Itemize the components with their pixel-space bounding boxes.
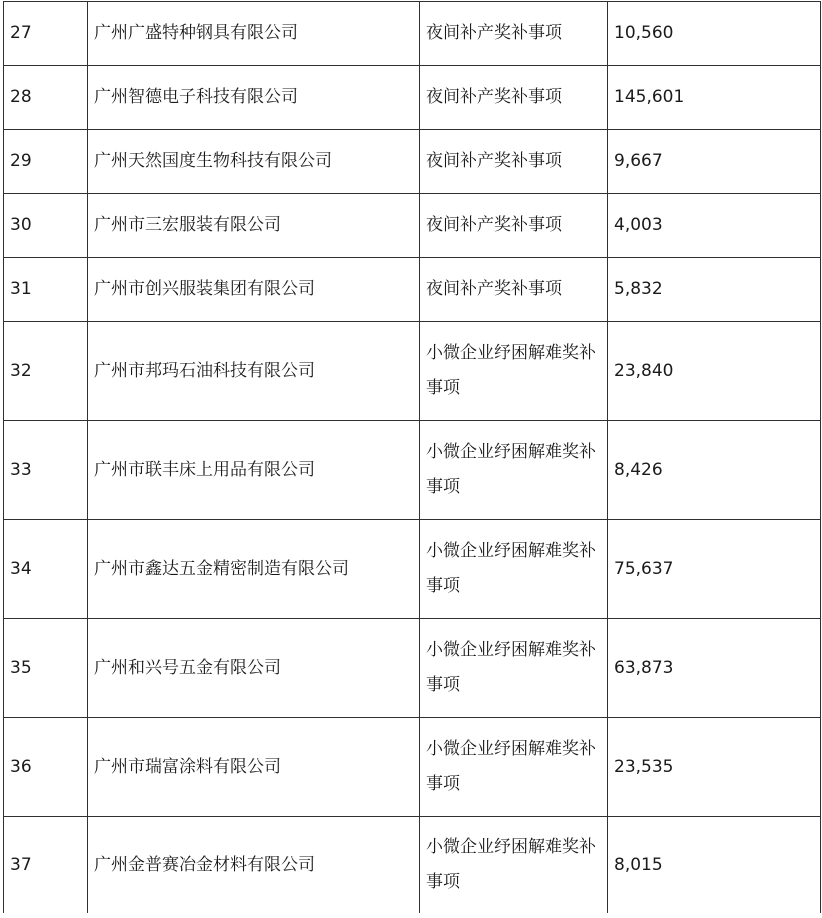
row-number: 34	[4, 520, 88, 619]
row-number: 33	[4, 421, 88, 520]
subsidy-item: 夜间补产奖补事项	[420, 258, 608, 322]
subsidy-amount: 9,667	[608, 130, 821, 194]
row-number: 35	[4, 619, 88, 718]
table-row	[4, 2, 821, 66]
subsidy-item: 小微企业纾困解难奖补事项	[420, 322, 608, 421]
row-number: 28	[4, 66, 88, 130]
row-number: 30	[4, 194, 88, 258]
subsidy-item: 夜间补产奖补事项	[420, 2, 608, 66]
table-row	[4, 421, 821, 520]
table-row	[4, 619, 821, 718]
subsidy-item: 夜间补产奖补事项	[420, 66, 608, 130]
company-name: 广州市邦玛石油科技有限公司	[88, 322, 420, 421]
row-number: 32	[4, 322, 88, 421]
subsidy-amount: 23,840	[608, 322, 821, 421]
subsidy-table	[3, 1, 821, 913]
subsidy-amount: 8,015	[608, 817, 821, 914]
company-name: 广州市联丰床上用品有限公司	[88, 421, 420, 520]
subsidy-item: 夜间补产奖补事项	[420, 130, 608, 194]
table-row	[4, 520, 821, 619]
company-name: 广州广盛特种钢具有限公司	[88, 2, 420, 66]
row-number: 29	[4, 130, 88, 194]
subsidy-item: 小微企业纾困解难奖补事项	[420, 619, 608, 718]
row-number: 36	[4, 718, 88, 817]
table-row	[4, 66, 821, 130]
subsidy-amount: 4,003	[608, 194, 821, 258]
company-name: 广州金普赛冶金材料有限公司	[88, 817, 420, 914]
row-number: 37	[4, 817, 88, 914]
company-name: 广州市创兴服装集团有限公司	[88, 258, 420, 322]
table-row	[4, 322, 821, 421]
subsidy-item: 小微企业纾困解难奖补事项	[420, 421, 608, 520]
company-name: 广州智德电子科技有限公司	[88, 66, 420, 130]
subsidy-amount: 75,637	[608, 520, 821, 619]
table-row	[4, 194, 821, 258]
company-name: 广州天然国度生物科技有限公司	[88, 130, 420, 194]
subsidy-amount: 23,535	[608, 718, 821, 817]
subsidy-amount: 10,560	[608, 2, 821, 66]
subsidy-amount: 145,601	[608, 66, 821, 130]
company-name: 广州和兴号五金有限公司	[88, 619, 420, 718]
table-row	[4, 130, 821, 194]
table-row	[4, 718, 821, 817]
subsidy-amount: 8,426	[608, 421, 821, 520]
table-row	[4, 817, 821, 914]
subsidy-item: 小微企业纾困解难奖补事项	[420, 520, 608, 619]
company-name: 广州市鑫达五金精密制造有限公司	[88, 520, 420, 619]
subsidy-item: 小微企业纾困解难奖补事项	[420, 817, 608, 914]
subsidy-item: 夜间补产奖补事项	[420, 194, 608, 258]
row-number: 31	[4, 258, 88, 322]
row-number: 27	[4, 2, 88, 66]
company-name: 广州市瑞富涂料有限公司	[88, 718, 420, 817]
subsidy-item: 小微企业纾困解难奖补事项	[420, 718, 608, 817]
table-row	[4, 258, 821, 322]
company-name: 广州市三宏服装有限公司	[88, 194, 420, 258]
subsidy-amount: 5,832	[608, 258, 821, 322]
subsidy-amount: 63,873	[608, 619, 821, 718]
